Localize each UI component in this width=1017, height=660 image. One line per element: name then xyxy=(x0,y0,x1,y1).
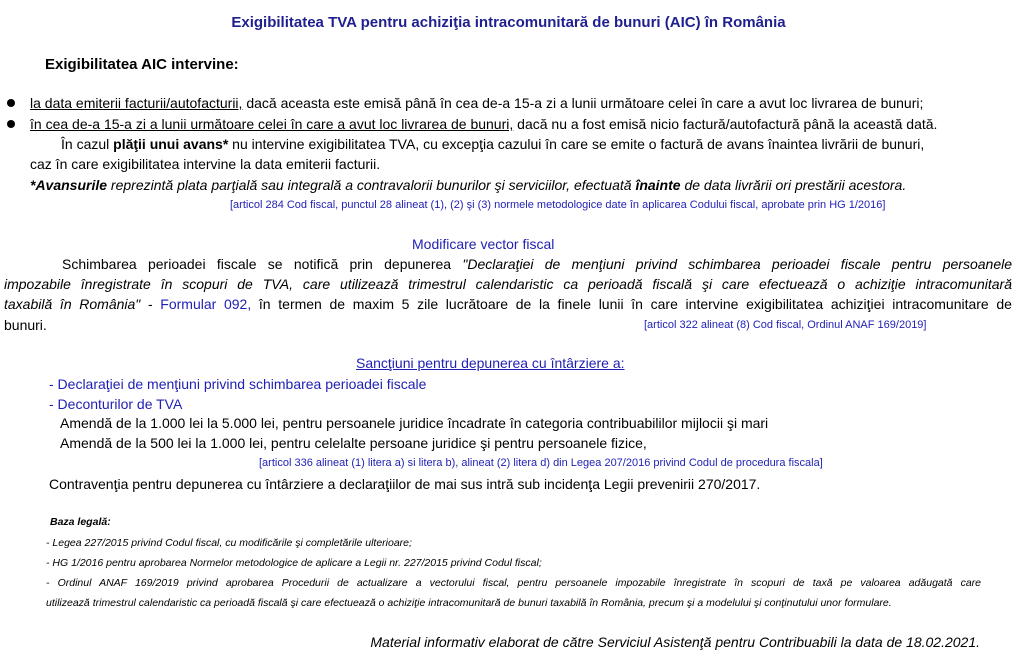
vector-line-3-a: taxabilă în România" xyxy=(4,296,141,312)
reference-art-336: [articol 336 alineat (1) litera a) si litera b), alineat (2) litera d) din Legea 207/2016 privind Codul de procedura fiscala] xyxy=(259,457,823,469)
bullet-icon xyxy=(7,120,15,128)
footer-note: Material informativ elaborat de către Serviciul Asistenţă pentru Contribuabili la data de 18.02.2021. xyxy=(370,634,980,650)
vector-line-2: impozabile înregistrate în scopuri de TVA, care utilizează trimestrul calendaristic ca perioadă fiscală şi care efectuează o achiziţie intracomunitară xyxy=(4,276,1012,292)
form-092-link[interactable]: Formular 092, xyxy=(160,296,252,312)
bullet-2-rest: dacă nu a fost emisă nicio factură/autofactură până la această dată. xyxy=(513,116,938,132)
vector-heading: Modificare vector fiscal xyxy=(412,236,555,252)
bullet-item-1 xyxy=(30,95,923,111)
bullet-1-underlined: la data emiterii facturii/autofacturii, xyxy=(30,95,243,111)
vector-line-3-b: - xyxy=(140,296,161,312)
vector-line-3 xyxy=(4,296,1012,312)
advance-line-2: caz în care exigibilitatea intervine la data emiterii facturii. xyxy=(30,156,381,172)
legal-heading: Baza legală: xyxy=(50,516,111,528)
advance-footnote xyxy=(30,177,906,193)
footnote-bold2: înainte xyxy=(635,177,681,193)
sanctions-heading: Sancţiuni pentru depunerea cu întârziere a: xyxy=(356,355,625,371)
vector-line-3-d: în termen de maxim 5 zile lucrătoare de la finele lunii în care intervine exigibilitatea achiziţiei intracomunitare de xyxy=(251,296,1012,312)
page-title: Exigibilitatea TVA pentru achiziţia intracomunitară de bunuri (AIC) în România xyxy=(231,14,786,31)
advance-line-1 xyxy=(61,136,924,152)
legal-item-3: - Ordinul ANAF 169/2019 privind aprobarea Procedurii de actualizare a vectorului fiscal, pentru persoanele impozabile înregistrate în scopuri de taxă pe valoarea adăugată care xyxy=(46,577,981,589)
sanction-item-2: - Deconturilor de TVA xyxy=(49,396,183,412)
bullet-1-rest: dacă aceasta este emisă până în cea de-a 15-a zi a lunii următoare celei în care a avut loc livrarea de bunuri; xyxy=(242,95,924,111)
vector-line-1-b: "Declaraţiei de menţiuni privind schimbarea perioadei fiscale pentru persoanele xyxy=(462,256,1013,272)
sanction-item-1: - Declaraţiei de menţiuni privind schimbarea perioadei fiscale xyxy=(49,376,427,392)
legal-item-2: - HG 1/2016 pentru aprobarea Normelor metodologice de aplicare a Legii nr. 227/2015 privind Codul fiscal; xyxy=(46,557,542,569)
fine-line-1: Amendă de la 1.000 lei la 5.000 lei, pentru persoanele juridice încadrate în categoria contribuabililor mijlocii şi mari xyxy=(60,415,769,431)
prevention-note: Contravenţia pentru depunerea cu întârziere a declaraţiilor de mai sus intră sub incidenţa Legii prevenirii 270/2017. xyxy=(49,476,761,492)
bullet-icon xyxy=(7,99,15,107)
bullet-2-underlined: în cea de-a 15-a zi a lunii următoare celei în care a avut loc livrarea de bunuri, xyxy=(30,116,514,132)
vector-line-1-a: Schimbarea perioadei fiscale se notifică prin depunerea xyxy=(62,256,463,272)
advance-post: nu intervine exigibilitatea TVA, cu excepţia cazului în care se emite o factură de avans înaintea livrării de bunuri, xyxy=(228,136,925,152)
reference-art-322: [articol 322 alineat (8) Cod fiscal, Ordinul ANAF 169/2019] xyxy=(644,319,927,331)
vector-line-1 xyxy=(4,256,1012,272)
legal-item-3-cont: utilizează trimestrul calendaristic ca perioadă fiscală şi care efectuează o achiziţie intracomunitară de bunuri taxabilă în România, precum şi a modelului şi conţinutului unor formulare. xyxy=(46,597,892,609)
bullet-item-2 xyxy=(30,116,937,132)
vector-line-4: bunuri. xyxy=(4,317,47,333)
advance-pre: În cazul xyxy=(61,136,114,152)
footnote-bold: *Avansurile xyxy=(30,177,108,193)
reference-art-284: [articol 284 Cod fiscal, punctul 28 alineat (1), (2) şi (3) normele metodologice date în aplicarea Codului fiscal, aprobate prin HG 1/2016] xyxy=(230,199,886,211)
footnote-mid: reprezintă plata parţială sau integrală a contravalorii bunurilor şi serviciilor, efectuată xyxy=(107,177,636,193)
advance-bold: plăţii unui avans* xyxy=(113,136,229,152)
fine-line-2: Amendă de la 500 lei la 1.000 lei, pentru celelalte persoane juridice şi pentru persoanele fizice, xyxy=(60,435,647,451)
legal-item-1: - Legea 227/2015 privind Codul fiscal, cu modificările şi completările ulterioare; xyxy=(46,537,412,549)
footnote-end: de data livrării ori prestării acestora. xyxy=(680,177,907,193)
subheading: Exigibilitatea AIC intervine: xyxy=(45,56,239,73)
